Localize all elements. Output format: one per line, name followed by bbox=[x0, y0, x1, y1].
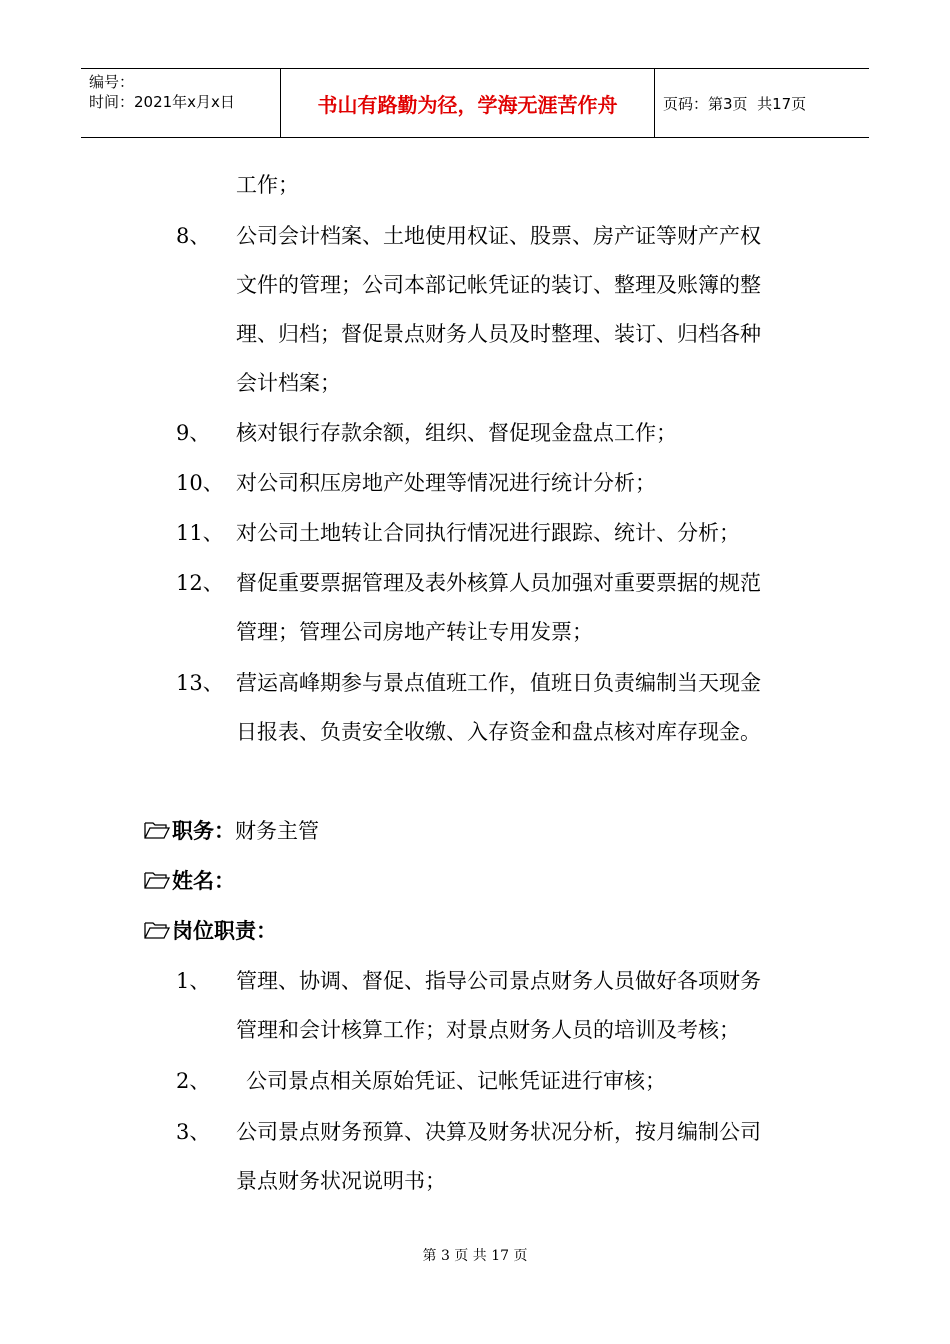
name-section bbox=[144, 866, 235, 898]
duty-number: 3、 bbox=[176, 1120, 211, 1144]
list-item-text: 理、归档；督促景点财务人员及时整理、装订、归档各种 bbox=[236, 322, 761, 346]
list-item-text: 会计档案； bbox=[236, 371, 341, 395]
document-date: 时间：2021年x月x日 bbox=[89, 93, 235, 111]
duty-number: 1、 bbox=[176, 969, 211, 993]
folder-outline-icon bbox=[144, 868, 170, 898]
folder-outline-icon bbox=[144, 918, 170, 948]
header-meta bbox=[81, 69, 281, 137]
list-item-text: 日报表、负责安全收缴、入存资金和盘点核对库存现金。 bbox=[236, 720, 761, 744]
header-page-code: 页码：第3页 共17页 bbox=[663, 94, 807, 113]
duty-text: 景点财务状况说明书； bbox=[236, 1169, 446, 1193]
list-item-number: 10、 bbox=[176, 471, 224, 495]
position-value: 财务主管 bbox=[235, 819, 319, 843]
duties-label: 岗位职责： bbox=[172, 919, 277, 943]
duty-text: 公司景点相关原始凭证、记帐凭证进行审核； bbox=[246, 1069, 666, 1093]
list-item-number: 9、 bbox=[176, 421, 211, 445]
name-label: 姓名： bbox=[172, 869, 235, 893]
list-item-text: 对公司积压房地产处理等情况进行统计分析； bbox=[236, 471, 656, 495]
list-item-text: 工作； bbox=[236, 173, 299, 197]
list-item-text: 管理；管理公司房地产转让专用发票； bbox=[236, 620, 593, 644]
list-item-number: 8、 bbox=[176, 224, 211, 248]
list-item-text: 营运高峰期参与景点值班工作，值班日负责编制当天现金 bbox=[236, 671, 761, 695]
document-number: 编号： bbox=[89, 73, 135, 91]
position-section bbox=[144, 816, 319, 848]
list-item-text: 对公司土地转让合同执行情况进行跟踪、统计、分析； bbox=[236, 521, 740, 545]
duties-section bbox=[144, 916, 277, 948]
page-header bbox=[81, 68, 869, 138]
list-item-text: 公司会计档案、土地使用权证、股票、房产证等财产产权 bbox=[236, 224, 761, 248]
list-item-text: 核对银行存款余额，组织、督促现金盘点工作； bbox=[236, 421, 677, 445]
list-item-text: 文件的管理；公司本部记帐凭证的装订、整理及账簿的整 bbox=[236, 273, 761, 297]
position-label: 职务： bbox=[172, 819, 235, 843]
duty-text: 公司景点财务预算、决算及财务状况分析，按月编制公司 bbox=[236, 1120, 761, 1144]
duty-text: 管理和会计核算工作；对景点财务人员的培训及考核； bbox=[236, 1018, 740, 1042]
list-item-text: 督促重要票据管理及表外核算人员加强对重要票据的规范 bbox=[236, 571, 761, 595]
list-item-number: 12、 bbox=[176, 571, 224, 595]
duty-number: 2、 bbox=[176, 1069, 211, 1093]
page-footer: 第 3 页 共 17 页 bbox=[422, 1248, 528, 1264]
list-item-number: 11、 bbox=[176, 521, 224, 545]
list-item-number: 13、 bbox=[176, 671, 224, 695]
duty-text: 管理、协调、督促、指导公司景点财务人员做好各项财务 bbox=[236, 969, 761, 993]
header-motto: 书山有路勤为径，学海无涯苦作舟 bbox=[281, 69, 655, 137]
folder-outline-icon bbox=[144, 818, 170, 848]
